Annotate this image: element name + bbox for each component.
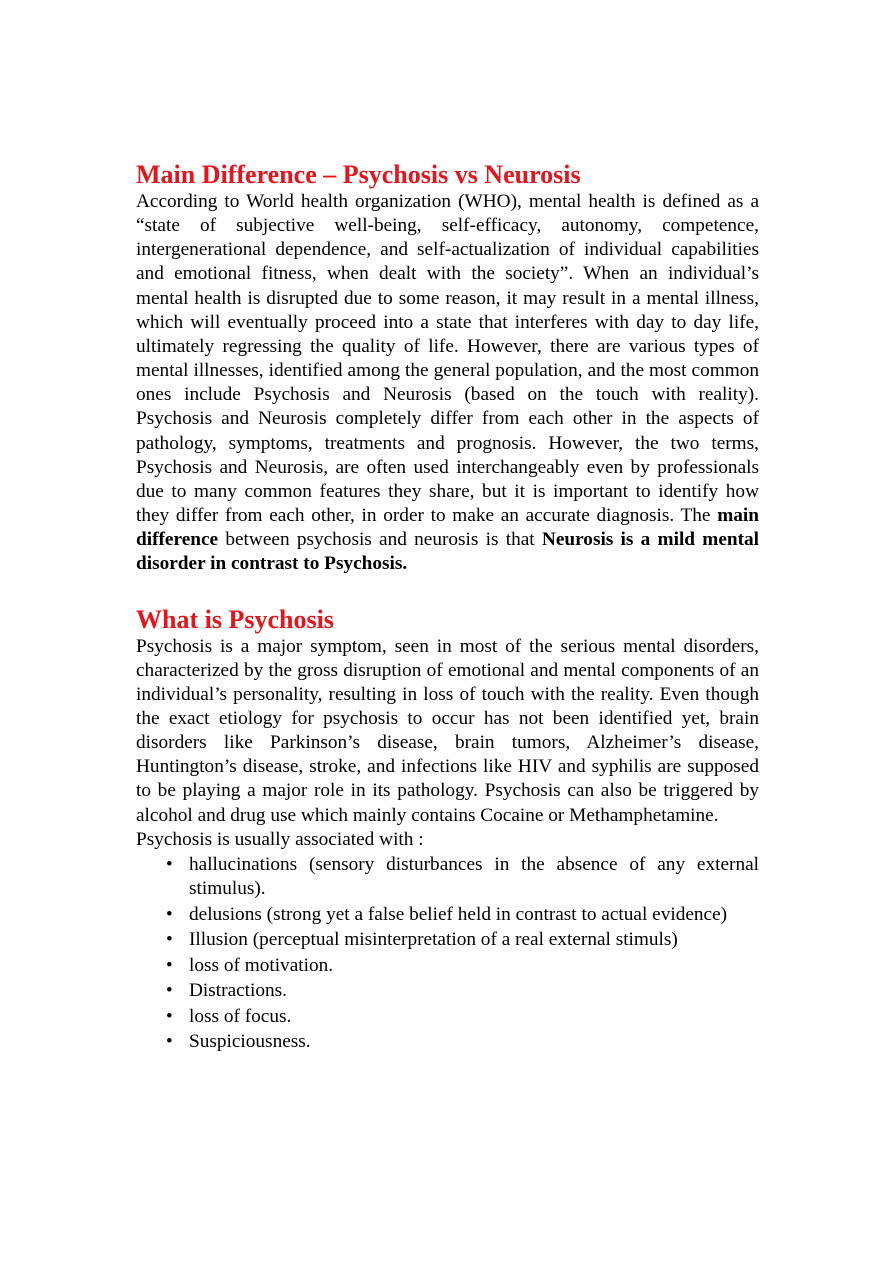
section-spacer [136,577,759,605]
list-item [136,853,759,901]
list-item-text: Illusion (perceptual misinterpretation of a real external stimuls) [189,929,678,951]
list-item-text: Suspiciousness. [189,1031,311,1053]
bullet-icon: • [166,980,173,1002]
list-item [136,979,759,1003]
bullet-icon: • [166,929,173,951]
bullet-icon: • [166,903,173,925]
main-difference-heading: Main Difference – Psychosis vs Neurosis [136,160,581,189]
list-item-text: loss of motivation. [189,954,334,976]
list-item-text: loss of focus. [189,1005,292,1027]
psychosis-list-intro: Psychosis is usually associated with : [136,828,424,850]
bullet-icon: • [166,1005,173,1027]
psychosis-symptom-list [136,853,759,1054]
what-is-psychosis-heading: What is Psychosis [136,604,334,634]
list-item [136,928,759,952]
main-difference-bold: main difference [136,505,759,551]
list-item-text: Distractions. [189,980,287,1002]
intro-paragraph-text: According to World health organization (WHO), mental health is defined as a “state of subjective well-being, self-efficacy, autonomy, competence, intergenerational dependence, and self-actualization of individual capabilities and emotional fitness, when dealt with the society”. When an individual’s mental health is disrupted due to some reason, it may result in a mental illness, which will eventually proceed into a state that interferes with day to day life, ultimately regressing the quality of life. However, there are various types of mental illnesses, identified among the general population, and the most common ones include Psychosis and Neurosis (based on the touch with reality). Psychosis and Neurosis completely differ from each other in the aspects of pathology, symptoms, treatments and prognosis. However, the two terms, Psychosis and Neurosis, are often used interchangeably even by professionals due to many common features they share, but it is important to identify how they differ from each other, in order to make an accurate diagnosis. The [136,191,759,527]
psychosis-paragraph: Psychosis is a major symptom, seen in most of the serious mental disorders, characterized by the gross disruption of emotional and mental components of an individual’s personality, resulting in loss of touch with the reality. Even though the exact etiology for psychosis to occur has not been identified yet, brain disorders like Parkinson’s disease, brain tumors, Alzheimer’s disease, Huntington’s disease, stroke, and infections like HIV and syphilis are supposed to be playing a major role in its pathology. Psychosis can also be triggered by alcohol and drug use which mainly contains Cocaine or Methamphetamine. [136,635,759,826]
list-item [136,954,759,978]
list-item [136,903,759,927]
bullet-icon: • [166,1031,173,1053]
page-content [136,160,759,1054]
main-difference-conclusion-bold: Neurosis is a mild mental disorder in contrast to Psychosis. [136,529,760,575]
list-item [136,1030,759,1054]
main-difference-paragraph [136,190,759,577]
bullet-icon: • [166,854,173,876]
list-item-text: delusions (strong yet a false belief held in contrast to actual evidence) [189,903,728,925]
list-item [136,1005,759,1029]
list-item-text: hallucinations (sensory disturbances in the absence of any external stimulus). [189,854,759,900]
bullet-icon: • [166,954,173,976]
main-difference-middle-text: between psychosis and neurosis is that [225,529,535,551]
